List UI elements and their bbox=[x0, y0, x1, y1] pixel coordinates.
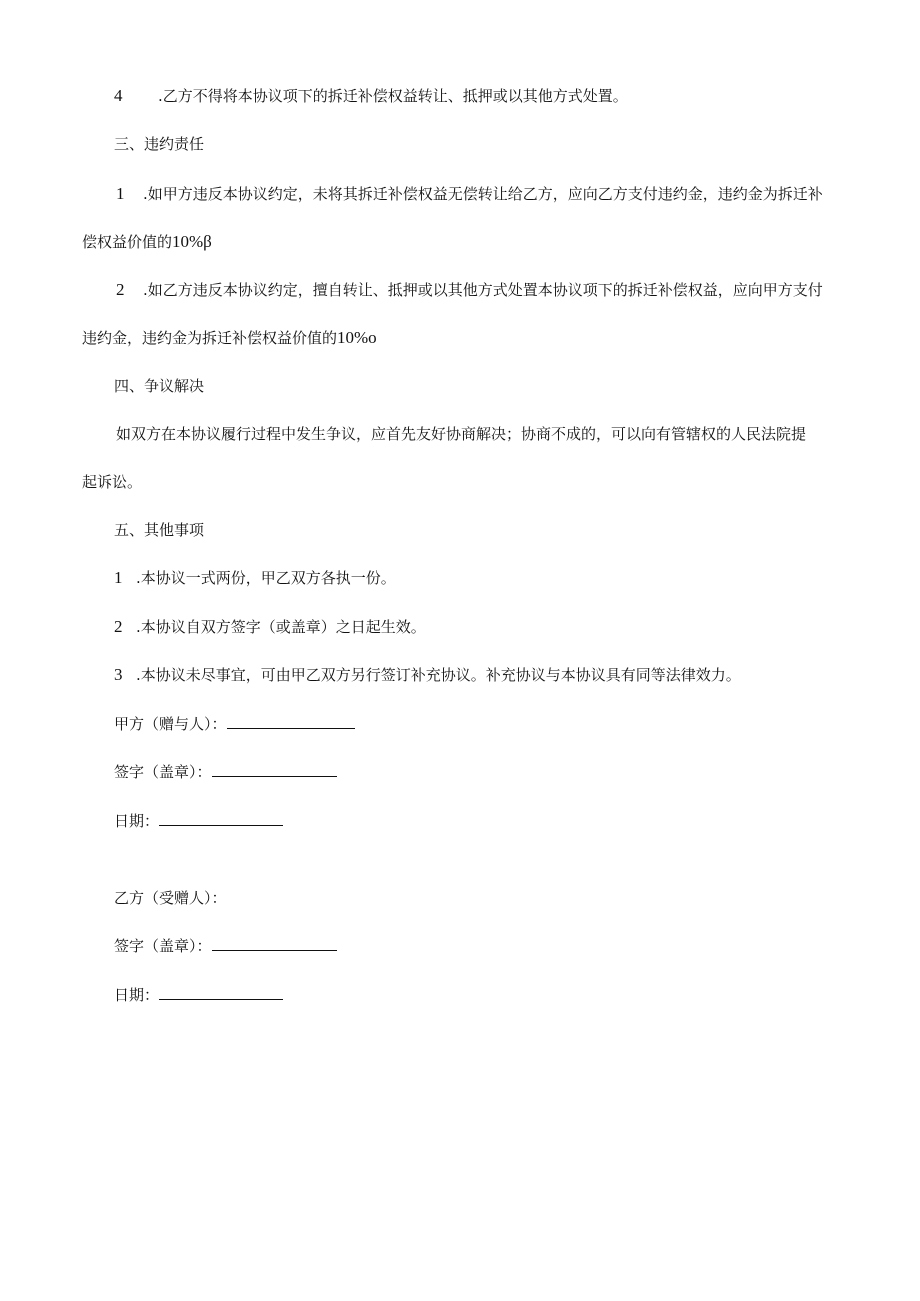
party-a-sign-line bbox=[114, 762, 337, 782]
party-a-sign-blank[interactable] bbox=[212, 762, 337, 777]
section-3-item-2-penalty-rate: 10%o bbox=[337, 328, 377, 347]
section-5-item-1-number: 1 bbox=[114, 568, 123, 587]
party-a-date-label: 日期： bbox=[114, 812, 160, 830]
section-3-item-2-number: 2 bbox=[116, 280, 125, 299]
section-3-item-2-line-2 bbox=[82, 328, 377, 348]
section-3-heading: 三、违约责任 bbox=[114, 135, 205, 153]
section-3-item-1-line-2 bbox=[82, 232, 212, 252]
section-5-item-3 bbox=[114, 665, 741, 685]
party-b-date-line bbox=[114, 985, 283, 1005]
section-3-item-2-text: .如乙方违反本协议约定，擅自转让、抵押或以其他方式处置本协议项下的拆迁补偿权益，应向甲方支付 bbox=[143, 281, 823, 299]
section-4-paragraph-line-1: 如双方在本协议履行过程中发生争议，应首先友好协商解决；协商不成的，可以向有管辖权的人民法院提 bbox=[116, 425, 807, 443]
party-a-date-blank[interactable] bbox=[159, 811, 283, 826]
party-b-label: 乙方（受赠人）： bbox=[114, 889, 227, 907]
party-a-blank[interactable] bbox=[227, 714, 355, 729]
clause-4 bbox=[114, 86, 628, 106]
party-a-label: 甲方（赠与人）： bbox=[114, 715, 227, 733]
section-4-heading: 四、争议解决 bbox=[114, 377, 205, 395]
party-b-sign-line bbox=[114, 936, 337, 956]
section-5-item-1-text: .本协议一式两份，甲乙双方各执一份。 bbox=[136, 569, 396, 587]
section-3-item-1-line-1 bbox=[116, 184, 823, 204]
section-4-paragraph-line-2: 起诉讼。 bbox=[82, 473, 143, 491]
section-3-item-1-penalty-rate: 10%β bbox=[172, 232, 212, 251]
section-3-item-1-text-continued: 偿权益价值的 bbox=[82, 233, 173, 251]
party-a-line bbox=[114, 714, 355, 734]
party-b-sign-label: 签字（盖章）： bbox=[114, 937, 212, 955]
party-b-line bbox=[114, 888, 227, 908]
party-b-sign-blank[interactable] bbox=[212, 936, 337, 951]
clause-4-number: 4 bbox=[114, 86, 123, 105]
section-5-item-3-number: 3 bbox=[114, 665, 123, 684]
party-a-date-line bbox=[114, 811, 283, 831]
party-a-sign-label: 签字（盖章）： bbox=[114, 763, 212, 781]
clause-4-text: .乙方不得将本协议项下的拆迁补偿权益转让、抵押或以其他方式处置。 bbox=[158, 87, 628, 105]
section-3-item-1-number: 1 bbox=[116, 184, 125, 203]
section-3-item-2-line-1 bbox=[116, 280, 823, 300]
section-5-item-2-number: 2 bbox=[114, 617, 123, 636]
section-5-item-2-text: .本协议自双方签字（或盖章）之日起生效。 bbox=[136, 618, 426, 636]
party-b-date-blank[interactable] bbox=[159, 985, 283, 1000]
section-3-item-2-text-continued: 违约金，违约金为拆迁补偿权益价值的 bbox=[82, 329, 338, 347]
section-5-heading: 五、其他事项 bbox=[114, 521, 205, 539]
section-5-item-1 bbox=[114, 568, 396, 588]
section-3-item-1-text: .如甲方违反本协议约定，未将其拆迁补偿权益无偿转让给乙方，应向乙方支付违约金，违约金为拆迁补 bbox=[143, 185, 823, 203]
party-b-date-label: 日期： bbox=[114, 986, 160, 1004]
section-5-item-3-text: .本协议未尽事宜，可由甲乙双方另行签订补充协议。补充协议与本协议具有同等法律效力。 bbox=[136, 666, 741, 684]
section-5-item-2 bbox=[114, 617, 426, 637]
